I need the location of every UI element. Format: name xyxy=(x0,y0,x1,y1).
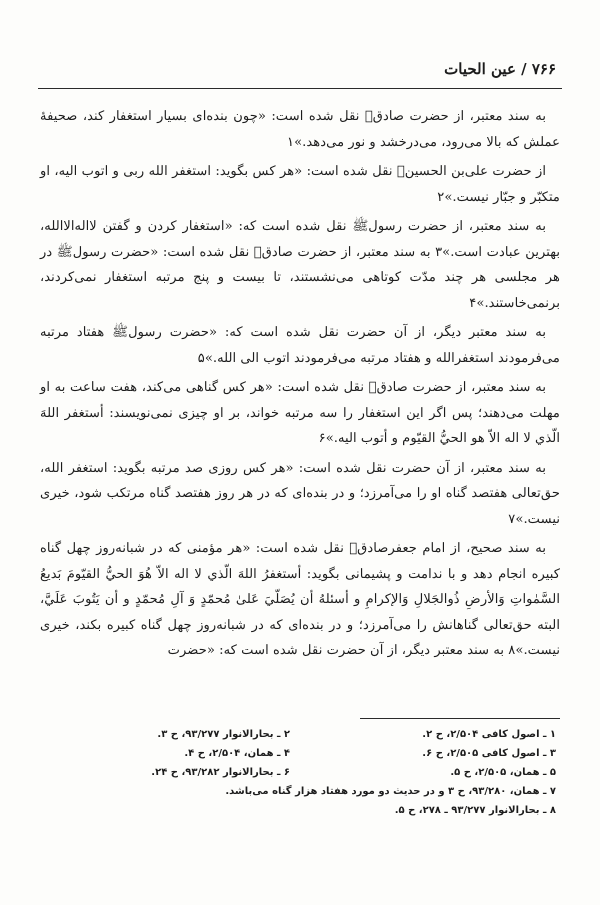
paragraph: به سند صحیح، از امام جعفرصادق﷣ نقل شده است: «هر مؤمنی که در شبانه‌روز چهل گناه کبیره انجام دهد و با ندامت و پشیمانی بگوید: أستغفرُ اللهَ الّذي لا اله الاّ هُوَ الحيُّ القيّومَ بَديعُ السَّمٰواتِ وَالأرضِ ذُوالجَلالِ وَالإكرامِ و أسئلهُ أن يُصَلّيَ عَلىٰ مُحمّدٍ وَ آلِ مُحمّدٍ و أن يَتُوبَ عَلَيَّ، البته حق‌تعالی گناهانش را می‌آمرزد؛ و در بنده‌ای که در شبانه‌روز چهل گناه کبیره بکند، خیری نیست.»۸ به سند معتبر دیگر، از آن حضرت نقل شده است که: «حضرت xyxy=(40,541,560,658)
paragraph: از حضرت علی‌بن الحسین﷣ نقل شده است: «هر کس بگوید: استغفر الله ربی و اتوب الیه، او متکبّر و جبّار نیست.»۲ xyxy=(40,164,560,205)
body-text xyxy=(40,104,560,668)
footnote-rule xyxy=(360,718,560,719)
footnote: ۷ ـ همان، ۹۳/۲۸۰، ح ۳ و در حدیث دو مورد هفتاد هزار گناه می‌باشد. xyxy=(225,786,556,797)
header-rule xyxy=(38,88,562,89)
footnote: ۱ ـ اصول کافی ۲/۵۰۴، ح ۲. xyxy=(422,729,556,740)
paragraph: به سند معتبر، از آن حضرت نقل شده است: «هر کس روزی صد مرتبه بگوید: استغفر الله، حق‌تعالی هفتصد گناه او را می‌آمرزد؛ و در بنده‌ای که در هر روز هفتصد گناه مرتکب شود، خیری نیست.»۷ xyxy=(40,460,560,527)
footnote: ۳ ـ اصول کافی ۲/۵۰۵، ح ۶. xyxy=(422,748,556,759)
paragraph: به سند معتبر، از حضرت صادق﷣ نقل شده است: «هر کس گناهی می‌کند، هفت ساعت به او مهلت می‌دهند؛ پس اگر این استغفار را سه مرتبه خواند، بر او چیزی نمی‌نویسند: أستغفر اللهَ الّذي لا اله الاّ هو الحيُّ القيّوم و أتوب اليه.»۶ xyxy=(40,380,560,446)
paragraph: به سند معتبر، از حضرت صادق﷣ نقل شده است: «چون بنده‌ای بسیار استغفار کند، صحیفهٔ عملش که بالا می‌رود، می‌درخشد و نور می‌دهد.»۱ xyxy=(40,109,560,150)
footnotes xyxy=(44,725,556,820)
footnote: ۸ ـ بحارالانوار ۹۳/۲۷۷ ـ ۲۷۸، ح ۵. xyxy=(394,805,556,816)
page-header: ۷۶۶ / عین الحیات xyxy=(444,60,556,78)
footnote: ۴ ـ همان، ۲/۵۰۴، ح ۴. xyxy=(184,748,290,759)
footnote: ۶ ـ بحارالانوار ۹۳/۲۸۲، ح ۲۴. xyxy=(151,767,290,778)
paragraph: به سند معتبر، از حضرت رسولﷺ نقل شده است که: «استغفار کردن و گفتن لااله‌الاالله، بهترین عبادت است.»۳ به سند معتبر، از حضرت صادق﷣ نقل شده است: «حضرت رسولﷺ در هر مجلسی هر چند مدّت کوتاهی می‌نشستند، تا بیست و پنج مرتبه استغفار نمی‌کردند، برنمی‌خاستند.»۴ xyxy=(40,219,560,311)
footnote: ۵ ـ همان، ۲/۵۰۵، ح ۵. xyxy=(450,767,556,778)
paragraph: به سند معتبر دیگر، از آن حضرت نقل شده است که: «حضرت رسولﷺ هفتاد مرتبه می‌فرمودند استغفرالله و هفتاد مرتبه می‌فرمودند اتوب الی الله.»۵ xyxy=(40,325,560,366)
footnote: ۲ ـ بحارالانوار ۹۳/۲۷۷، ح ۳. xyxy=(157,729,290,740)
